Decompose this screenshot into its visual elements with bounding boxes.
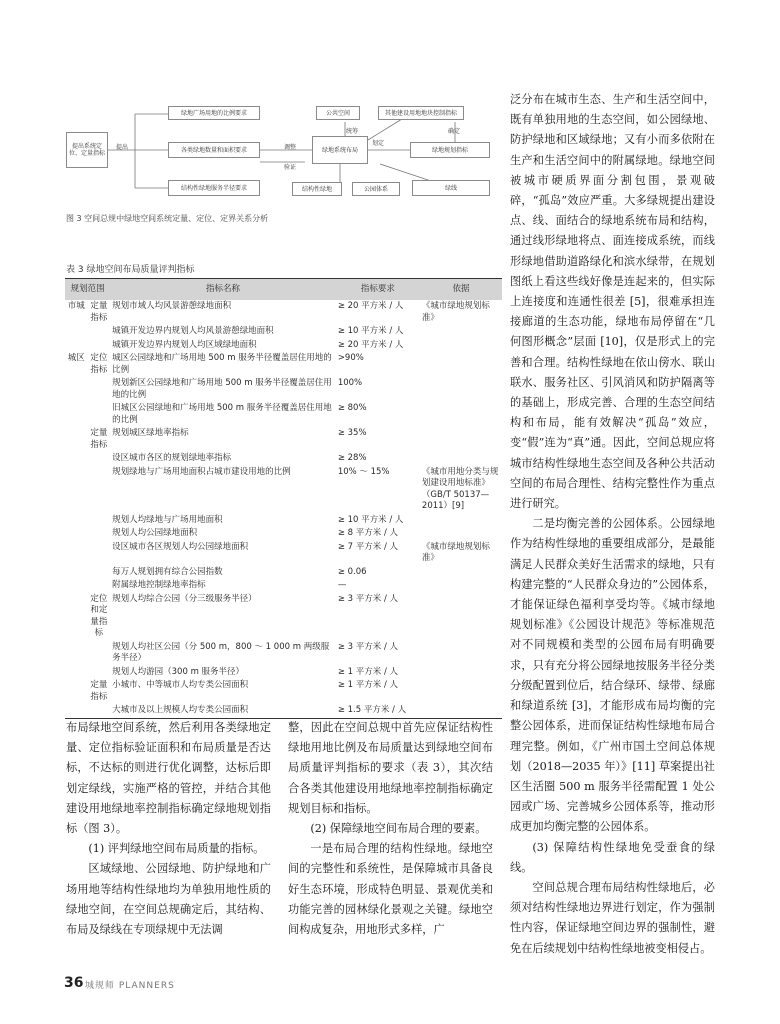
cell-type	[88, 466, 111, 514]
cell-basis	[420, 679, 502, 704]
cell-name: 旧城区公园绿地和广场用地 500 m 服务半径覆盖居住用地的比例	[112, 403, 332, 425]
cell-basis	[420, 527, 502, 541]
cell-req: ≥ 0.06	[337, 566, 367, 577]
cell-name: 规划人均社区公园（分 500 m，800 ～ 1 000 m 两级服务半径）	[112, 641, 330, 663]
cell-basis	[420, 579, 502, 593]
table-row	[65, 452, 502, 466]
cell-basis	[420, 514, 502, 528]
header-req: 指标要求	[360, 283, 395, 294]
table-row	[65, 466, 502, 514]
table-row	[65, 352, 502, 377]
fig-label-coordinate: 统筹	[346, 128, 359, 135]
mid-p3: 一是布局合理的结构性绿地。绿地空间的完整性和系统性，是保障城市具备良好生态环境，形成特色明显、景观优美和功能完善的园林绿化景观之关键。绿地空间构成复杂，用地形式多样，广	[288, 842, 493, 937]
cell-type	[88, 514, 111, 528]
left-p1: 布局绿地空间系统，然后利用各类绿地定量、定位指标验证面积和布局质量是否达标，不达标的则进行优化调整，达标后即划定绿线，实施严格的管控，并结合其他建设用地绿地率控制指标确定绿地规划指标（图 3）。	[66, 721, 271, 836]
cell-type: 定量指标	[90, 428, 108, 450]
cell-req: ≥ 7 平方米 / 人	[337, 541, 399, 552]
mid-p1: 整，因此在空间总规中首先应保证结构性绿地用地比例及布局质量达到绿地空间布局质量评判指标的要求（表 3），其次结合各类其他建设用地绿地率控制指标确定规划目标和指标。	[288, 721, 493, 815]
cell-scope	[65, 666, 88, 680]
cell-scope	[65, 514, 88, 528]
cell-scope	[65, 427, 88, 452]
table-row	[65, 339, 502, 353]
fig-box-sysctrl: 绿地规划指标	[410, 142, 490, 158]
cell-type	[88, 325, 111, 339]
cell-scope	[65, 579, 88, 593]
cell-name: 设区城市各区规划人均公园绿地面积	[112, 541, 249, 552]
cell-req: 100%	[337, 378, 363, 388]
page-number: 36	[64, 975, 84, 991]
fig-box-struct: 结构性绿地	[292, 182, 342, 196]
header-scope: 规划范围	[70, 283, 105, 294]
journal-name: 城规师 PLANNERS	[85, 981, 175, 991]
cell-basis: 《城市用地分类与规划建设用地标准》（GB/T 50137—2011）[9]	[421, 466, 499, 511]
cell-basis	[420, 666, 502, 680]
right-p4: 空间总规合理布局结构性绿地后，必须对结构性绿地边界进行划定，作为强制性内容，保证绿地空间边界的强制性，避免在后续规划中结构性绿地被变相侵占。	[510, 880, 715, 955]
right-p1: 泛分布在城市生态、生产和生活空间中，既有单独用地的生态空间，如公园绿地、防护绿地和区域绿地；又有小而多依附在生产和生活空间中的附属绿地。绿地空间被城市硬质界面分割包围，景观破碎，“孤岛”效应严重。大多绿规提出建设点、线、面结合的绿地系统布局和结构，通过线形绿地将点、面连接成系统，而线形绿地借助道路绿化和滨水绿带，在规划图纸上看这些线好像是连起来的，但实际上连接度和连通性很差 [5]，很难承担连接廊道的生态功能，绿地布局停留在“几何图形概念”层面 [10]，仅是形式上的完善和合理。结构性绿地在依山傍水、联山联水、服务社区、引风消风和防护隔离等的基础上，形成完善、合理的生态空间结构和布局，能有效解决“孤岛”效应，变“假”连为“真”通。因此，空间总规应将城市结构性绿地生态空间及各种公共活动空间的布局合理性、结构完整性作为重点进行研究。	[510, 93, 715, 511]
table-row	[65, 527, 502, 541]
fig-box-pub: 公共空间	[316, 106, 360, 120]
cell-basis: 《城市绿地规划标准》	[421, 541, 490, 563]
table-row	[65, 300, 502, 325]
cell-scope	[65, 402, 88, 427]
cell-req: —	[337, 580, 347, 590]
cell-type	[88, 452, 111, 466]
cell-req: ≥ 3 平方米 / 人	[337, 593, 399, 604]
cell-type: 定位和定量指标	[90, 593, 108, 638]
cell-basis	[420, 566, 502, 580]
fig-box-mid1: 各类绿地数量和面积要求	[168, 142, 260, 158]
cell-name: 规划绿地与广场用地面积占城市建设用地的比例	[112, 466, 291, 477]
cell-scope	[65, 325, 88, 339]
table-row	[65, 566, 502, 580]
cell-basis	[420, 325, 502, 339]
cell-req: ≥ 10 平方米 / 人	[337, 326, 404, 336]
right-column	[510, 90, 715, 959]
left-column	[66, 718, 271, 940]
fig-box-left: 提出系统定位、定量指标	[66, 132, 108, 168]
middle-column	[288, 718, 493, 940]
cell-type	[88, 339, 111, 353]
cell-scope	[65, 566, 88, 580]
fig-label-adjust: 调整	[284, 144, 297, 151]
cell-req: ≥ 8 平方米 / 人	[337, 528, 399, 538]
table-row	[65, 666, 502, 680]
cell-req: ≥ 20 平方米 / 人	[337, 339, 404, 350]
header-basis: 依据	[452, 283, 470, 294]
cell-scope	[65, 704, 88, 718]
evaluation-table	[65, 278, 502, 719]
cell-scope: 城区	[67, 353, 85, 363]
header-name: 指标名称	[205, 283, 240, 294]
cell-type	[88, 666, 111, 680]
fig-label-propose: 提出	[116, 144, 129, 151]
cell-name: 规划人均综合公园（分三级服务半径）	[112, 593, 257, 604]
table-row	[65, 402, 502, 427]
cell-type	[88, 402, 111, 427]
cell-basis: 《城市绿地规划标准》	[421, 301, 490, 323]
fig-box-other: 其他建设用地地块控制指标	[378, 106, 464, 120]
fig-box-bot1: 结构性绿地服务半径要求	[168, 180, 260, 196]
table-row	[65, 325, 502, 339]
table-row	[65, 427, 502, 452]
table-row	[65, 679, 502, 704]
cell-name: 城镇开发边界内规划人均区域绿地面积	[112, 339, 257, 350]
cell-name: 设区城市各区的规划绿地率指标	[112, 453, 232, 463]
cell-basis	[420, 593, 502, 641]
cell-basis	[420, 377, 502, 402]
cell-name: 规划市域人均风景游憩绿地面积	[112, 301, 232, 311]
cell-scope	[65, 541, 88, 566]
cell-basis	[420, 352, 502, 377]
cell-name: 城区公园绿地和广场用地 500 m 服务半径覆盖居住用地的比例	[112, 353, 332, 375]
table-row	[65, 579, 502, 593]
mid-p2: (2) 保障绿地空间布局合理的要素。	[310, 822, 487, 836]
fig-box-green: 绿线	[412, 180, 490, 196]
cell-req: >90%	[337, 353, 364, 363]
fig-label-delineate: 划定	[372, 140, 385, 147]
table-caption: 表 3 绿地空间布局质量评判指标	[66, 265, 195, 275]
cell-type	[88, 579, 111, 593]
cell-name: 附属绿地控制绿地率指标	[112, 580, 206, 590]
table-row	[65, 514, 502, 528]
fig-label-verify: 验证	[284, 164, 297, 171]
fig-label-confirm: 确定	[448, 128, 461, 135]
fig-box-park: 公园体系	[352, 182, 400, 196]
cell-basis	[420, 641, 502, 666]
cell-req: 10% ～ 15%	[337, 466, 390, 477]
cell-req: ≥ 1.5 平方米 / 人	[337, 705, 407, 715]
cell-type: 定量指标	[90, 301, 108, 323]
table-row	[65, 377, 502, 402]
figure-caption: 图 3 空间总规中绿地空间系统定量、定位、定界关系分析	[66, 214, 269, 223]
cell-basis	[420, 339, 502, 353]
cell-name: 规划人均游园（300 m 服务半径）	[112, 666, 245, 677]
cell-basis	[420, 402, 502, 427]
cell-name: 每万人规划拥有综合公园指数	[112, 566, 223, 577]
table-header-row	[65, 279, 502, 301]
cell-basis	[420, 704, 502, 718]
cell-type	[88, 704, 111, 718]
cell-req: ≥ 10 平方米 / 人	[337, 514, 404, 525]
cell-scope	[65, 641, 88, 666]
right-p3: (3) 保障结构性绿地免受蚕食的绿线。	[510, 840, 715, 874]
cell-name: 城镇开发边界内规划人均风景游憩绿地面积	[112, 326, 274, 336]
cell-req: ≥ 80%	[337, 403, 367, 413]
cell-scope	[65, 377, 88, 402]
cell-type	[88, 527, 111, 541]
cell-type	[88, 641, 111, 666]
table-row	[65, 704, 502, 718]
cell-scope	[65, 679, 88, 704]
cell-scope: 市城	[67, 301, 85, 311]
fig-box-top1: 绿地广场用地的比例要求	[168, 106, 260, 120]
right-p2: 二是均衡完善的公园体系。公园绿地作为结构性绿地的重要组成部分，是最能满足人民群众美好生活需求的绿地，只有构建完整的“人民群众身边的”公园体系，才能保证绿色福利享受均等。《城市绿地规划标准》《公园设计规范》等标准规范对不同规模和类型的公园布局有明确要求，只有充分将公园绿地按服务半径分类分级配置到位后，结合绿环、绿带、绿廊和绿道系统 [3]，才能形成布局均衡的完整公园体系，进而保证结构性绿地布局合理完整。例如，《广州市国土空间总体规划（2018—2035 年）》[11] 草案提出社区生活圈 500 m 服务半径需配置 1 处公园或广场、完善城乡公园体系等，推动形成更加均衡完整的公园体系。	[510, 517, 715, 834]
figure-3	[60, 92, 500, 210]
cell-req: ≥ 3 平方米 / 人	[337, 641, 399, 652]
cell-scope	[65, 339, 88, 353]
table-row	[65, 593, 502, 641]
cell-scope	[65, 527, 88, 541]
cell-type: 定位指标	[90, 353, 108, 375]
cell-type	[88, 566, 111, 580]
cell-basis	[420, 452, 502, 466]
table-row	[65, 641, 502, 666]
cell-req: ≥ 20 平方米 / 人	[337, 301, 404, 311]
cell-name: 大城市及以上规模人均专类公园面积	[112, 705, 249, 715]
cell-req: ≥ 35%	[337, 428, 367, 438]
cell-name: 小城市、中等城市人均专类公园面积	[112, 680, 249, 690]
cell-type	[88, 377, 111, 402]
cell-basis	[420, 427, 502, 452]
cell-name: 规划人均公园绿地面积	[112, 528, 198, 538]
cell-type	[88, 541, 111, 566]
cell-scope	[65, 593, 88, 641]
left-p3: 区域绿地、公园绿地、防护绿地和广场用地等结构性绿地均为单独用地性质的绿地空间，在空间总规确定后，其结构、布局及绿线在专项绿规中无法调	[66, 862, 271, 937]
fig-box-sys: 绿地系统布局	[312, 136, 368, 164]
left-p2: (1) 评判绿地空间布局质量的指标。	[88, 842, 265, 856]
cell-req: ≥ 1 平方米 / 人	[337, 680, 399, 690]
cell-scope	[65, 466, 88, 514]
cell-req: ≥ 1 平方米 / 人	[337, 666, 399, 677]
table-row	[65, 541, 502, 566]
cell-req: ≥ 28%	[337, 453, 367, 463]
cell-type: 定量指标	[90, 680, 108, 702]
cell-name: 规划新区公园绿地和广场用地 500 m 服务半径覆盖居住用地的比例	[112, 378, 332, 400]
cell-scope	[65, 452, 88, 466]
cell-name: 规划城区绿地率指标	[112, 428, 189, 438]
cell-name: 规划人均绿地与广场用地面积	[112, 514, 223, 525]
